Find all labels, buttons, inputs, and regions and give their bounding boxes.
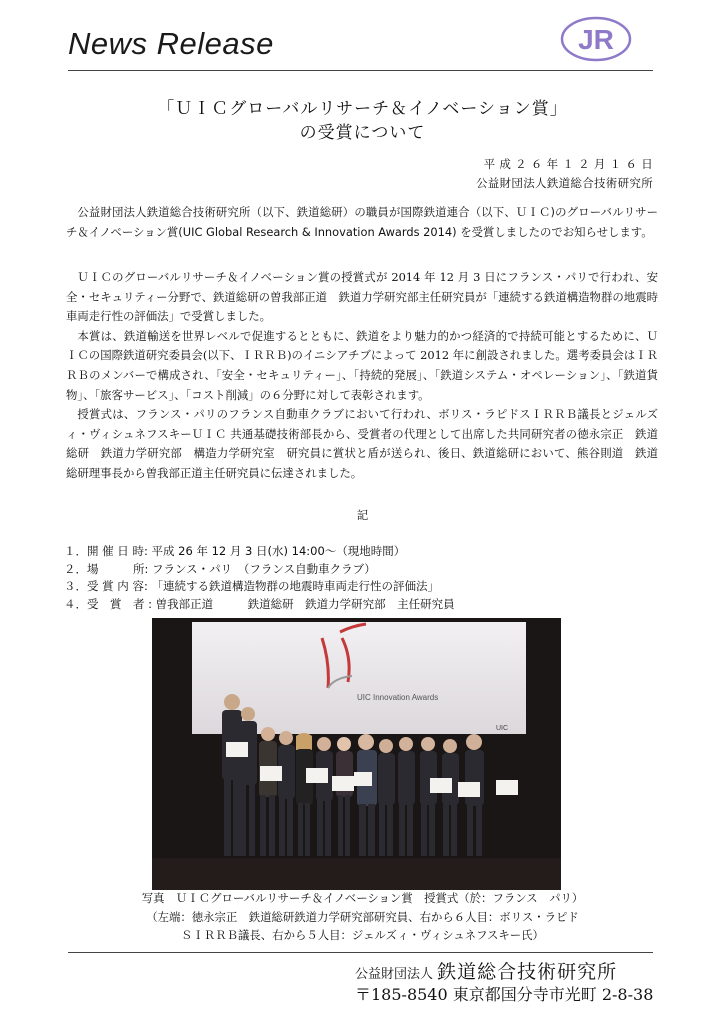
footer-org-prefix: 公益財団法人	[355, 967, 434, 982]
caption-line-3: ＳＩＲＲＢ議長、右から５人目：ジェルズィ・ヴィシュネフスキー氏）	[181, 928, 544, 942]
detail-item-content: ３．受 賞 内 容: 「連続する鉄道構造物群の地震時車両走行性の評価法」	[64, 579, 439, 593]
detail-item-recipient: ４．受 賞 者 : 曽我部正道 鉄道総研 鉄道力学研究部 主任研究員	[64, 596, 455, 611]
jr-logo	[560, 16, 632, 62]
footer-divider	[68, 952, 653, 953]
photo-caption	[60, 889, 665, 945]
screen-footer: UIC	[496, 725, 509, 732]
release-title-line1: 「ＵＩＣグローバルリサーチ＆イノベーション賞」	[157, 99, 568, 119]
jr-logo-text: JR	[578, 24, 614, 55]
lead-paragraph	[66, 203, 658, 242]
caption-line-2: （左端：徳永宗正 鉄道総研鉄道力学研究部研究員、右から６人目：ボリス・ラピド	[146, 909, 579, 924]
detail-item-place: ２．場 所: フランス・パリ （フランス自動車クラブ）	[64, 561, 376, 576]
body-paragraph-3: 授賞式は、フランス・パリのフランス自動車クラブにおいて行われ、ボリス・ラピドスＩＲＲＢ議長とジェルズィ・ヴィシュネフスキーＵＩＣ 共通基礎技術部長から、受賞者の代理として出席した共同研究者の徳永宗正 鉄道総研 鉄道力学研究部 構造力学研究室 研究員に賞状と盾が送られ、後日、鉄道総研において、熊谷則道 鉄道総研理事長から曽我部正道主任研究員に伝達されました。	[66, 407, 658, 480]
ki-heading: 記	[356, 508, 369, 522]
detail-item-date: １．開 催 日 時: 平成 26 年 12 月 3 日(水) 14:00～（現地時間）	[64, 544, 406, 558]
lead-text: 公益財団法人鉄道総合技術研究所（以下、鉄道総研）の職員が国際鉄道連合（以下、ＵＩＣ)のグローバルリサーチ＆イノベーション賞(UIC Global Research & Innovation Awards 2014) を受賞しましたのでお知らせします。	[66, 205, 658, 239]
ceremony-illustration	[152, 618, 561, 890]
award-ceremony-photo	[152, 618, 561, 890]
screen-title: UIC Innovation Awards	[357, 693, 439, 702]
body-paragraph-2: 本賞は、鉄道輸送を世界レベルで促進するとともに、鉄道をより魅力的かつ経済的で持続可能とするために、ＵＩＣの国際鉄道研究委員会(以下、ＩＲＲＢ)のイニシアチブによって 2012 年に創設されました。選考委員会はＩＲＲＢのメンバーで構成され、「安全・セキュリティー」、「持続的発展」、「鉄道システム・オペレーション」、「鉄道貨物」、「旅客サービス」、「コスト削減」の６分野に対して表彰されます。	[66, 328, 658, 402]
news-release-heading: News Release	[68, 26, 274, 61]
body-paragraph-1: ＵＩＣのグローバルリサーチ＆イノベーション賞の授賞式が 2014 年 12 月 3 日にフランス・パリで行われ、安全・セキュリティー分野で、鉄道総研の曽我部正道 鉄道力学研究部主任研究員が「連続する鉄道構造物群の地震時車両走行性の評価法」で受賞しました。	[66, 270, 658, 324]
caption-line-1: 写真 ＵＩＣグローバルリサーチ＆イノベーション賞 授賞式（於：フランス パリ）	[141, 891, 584, 905]
release-date: 平 成 ２ ６ 年 １ ２ 月 １ ６ 日	[483, 157, 653, 171]
release-title-line2: の受賞について	[299, 123, 426, 143]
body-text	[66, 268, 658, 484]
release-org: 公益財団法人鉄道総合技術研究所	[476, 176, 653, 190]
footer-address: 〒185-8540 東京都国分寺市光町 2-8-38	[355, 985, 654, 1004]
details-list	[64, 543, 664, 613]
footer-organization	[355, 957, 617, 984]
footer-org-name: 鉄道総合技術研究所	[437, 961, 618, 983]
header-divider	[68, 70, 653, 71]
